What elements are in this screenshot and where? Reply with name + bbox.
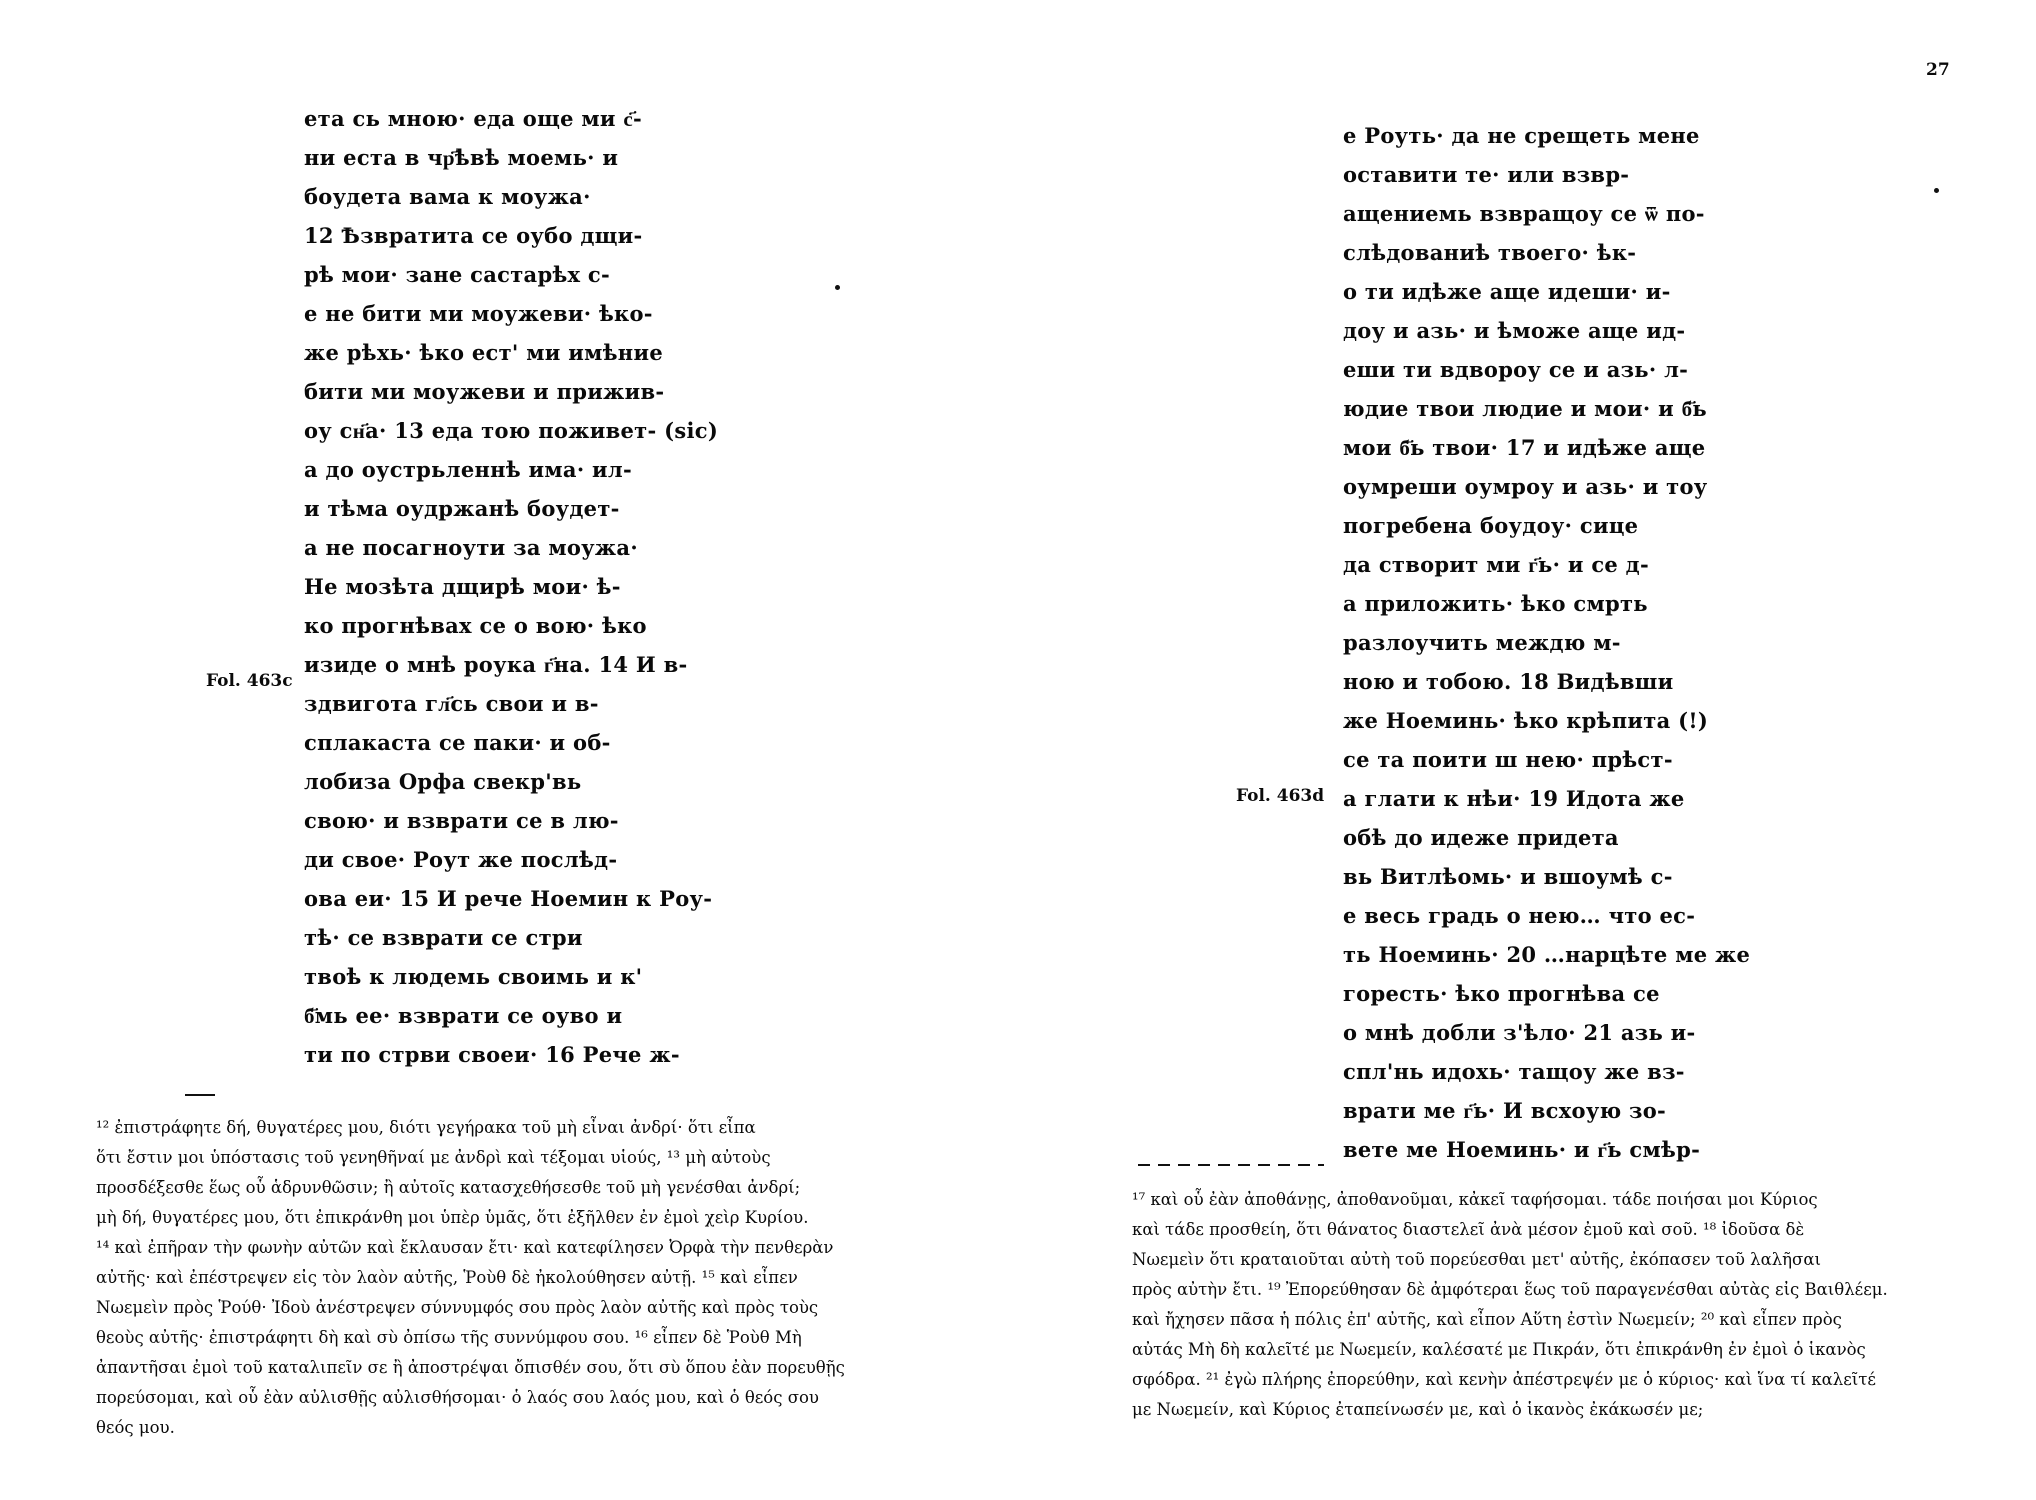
text-line: здвигота гл҃сь свои и в- (304, 691, 599, 716)
footnote-line: Νωεμεὶν ὅτι κραταιοῦται αὐτὴ τοῦ πορεύεσθαι μετ' αὐτῆς, ἐκόπασεν τοῦ λαλῆσαι (1132, 1250, 1821, 1269)
ink-speck (835, 285, 840, 290)
footnote-line: αὐτῆς· καὶ ἐπέστρεψεν εἰς τὸν λαὸν αὐτῆς, Ῥοὺθ δὲ ἠκολούθησεν αὐτῇ. ¹⁵ καὶ εἶπεν (96, 1268, 798, 1287)
text-line: о ти идѣже аще идеши· и- (1343, 279, 1671, 304)
footnote-separator-right (1138, 1164, 1324, 1166)
footnote-line: αὐτάς Μὴ δὴ καλεῖτέ με Νωεμείν, καλέσατέ με Πικράν, ὅτι ἐπικράνθη ἐν ἐμοὶ ὁ ἱκανὸς (1132, 1340, 1866, 1359)
text-line: разлоучить междю м- (1343, 630, 1621, 655)
greek-footnote-left (96, 1113, 845, 1443)
footnote-line: με Νωεμείν, καὶ Κύριος ἐταπείνωσέν με, καὶ ὁ ἱκανὸς ἐκάκωσέν με; (1132, 1400, 1704, 1419)
text-line: а приложить· ѣко смрть (1343, 591, 1648, 616)
text-line: оу сн҃а· 13 еда тою поживет- (sic) (304, 418, 719, 443)
text-line: сплакаста се паки· и об- (304, 730, 611, 755)
slavonic-text-column-left (304, 99, 718, 1074)
text-line: свою· и взврати се в лю- (304, 808, 619, 833)
text-line: и тѣма оудржанѣ боудет- (304, 496, 620, 521)
greek-footnote-right (1132, 1185, 1888, 1425)
text-line: же Ноеминь· ѣко крѣпита (!) (1343, 708, 1709, 733)
page-number: 27 (1926, 60, 1950, 80)
footnote-line: ὅτι ἔστιν μοι ὑπόστασις τοῦ γενηθῆναί με ἀνδρὶ καὶ τέξομαι υἱούς, ¹³ μὴ αὐτοὺς (96, 1148, 771, 1167)
text-line: ащениемь взвращоу се ѿ по- (1343, 201, 1705, 226)
text-line: да створит ми г҃ь· и се д- (1343, 552, 1649, 577)
text-line: горесть· ѣко прогнѣва се (1343, 981, 1660, 1006)
footnote-line: Νωεμεὶν πρὸς Ῥούθ· Ἰδοὺ ἀνέστρεψεν σύννυμφός σου πρὸς λαὸν αὐτῆς καὶ πρὸς τοὺς (96, 1298, 819, 1317)
footnote-line: ¹⁴ καὶ ἐπῆραν τὴν φωνὴν αὐτῶν καὶ ἔκλαυσαν ἔτι· καὶ κατεφίλησεν Ὀρφὰ τὴν πενθερὰν (96, 1238, 834, 1257)
text-line: слѣдованиѣ твоего· ѣк- (1343, 240, 1637, 265)
text-line: ова еи· 15 И рече Ноемин к Роу- (304, 886, 713, 911)
text-line: изиде о мнѣ роука г҃на. 14 И в- (304, 652, 688, 677)
footnote-separator-left (185, 1094, 215, 1096)
text-line: ди свое· Роут же послѣд- (304, 847, 618, 872)
text-line: ти по стрви своеи· 16 Рече ж- (304, 1042, 680, 1067)
text-line: боудета вама к моужа· (304, 184, 591, 209)
text-line: ко прогнѣвах се о вою· ѣко (304, 613, 647, 638)
text-line: оставити те· или взвр- (1343, 162, 1630, 187)
footnote-line: σφόδρα. ²¹ ἐγὼ πλήρης ἐπορεύθην, καὶ κενὴν ἀπέστρεψέν με ὁ κύριος· καὶ ἵνα τί καλεῖτέ (1132, 1370, 1876, 1389)
text-line: а не посагноути за моужа· (304, 535, 638, 560)
footnote-line: καὶ τάδε προσθείη, ὅτι θάνατος διαστελεῖ ἀνὰ μέσον ἐμοῦ καὶ σοῦ. ¹⁸ ἰδοῦσα δὲ (1132, 1220, 1805, 1239)
text-line: 12 Ѣзвратита се оубо дщи- (304, 223, 643, 248)
text-line: Не мозѣта дщирѣ мои· ѣ- (304, 574, 621, 599)
text-line: ета сь мною· еда още ми с҃- (304, 106, 643, 131)
text-line: б҃мь ее· взврати се оуво и (304, 1003, 623, 1028)
text-line: а глати к нѣи· 19 Идота же (1343, 786, 1685, 811)
footnote-line: προσδέξεσθε ἕως οὗ ἁδρυνθῶσιν; ἢ αὐτοῖς κατασχεθήσεσθε τοῦ μὴ γενέσθαι ἀνδρί; (96, 1178, 801, 1197)
text-line: о мнѣ добли з'ѣло· 21 азь и- (1343, 1020, 1696, 1045)
text-line: бити ми моужеви и прижив- (304, 379, 665, 404)
ink-speck (1934, 188, 1939, 193)
footnote-line: ¹² ἐπιστράφητε δή, θυγατέρες μου, διότι γεγήρακα τοῦ μὴ εἶναι ἀνδρί· ὅτι εἶπα (96, 1118, 756, 1137)
text-line: е весь градь о нею… что ес- (1343, 903, 1696, 928)
footnote-line: θεός μου. (96, 1418, 175, 1437)
text-line: ни еста в чр҃ѣвѣ моемь· и (304, 145, 619, 170)
text-line: погребена боудоу· сице (1343, 513, 1639, 538)
text-line: вете ме Ноеминь· и г҃ь смѣр- (1343, 1137, 1701, 1162)
text-line: се та поити ш нею· прѣст- (1343, 747, 1673, 772)
slavonic-text-column-right (1343, 116, 1750, 1169)
text-line: ть Ноеминь· 20 …нарцѣте ме же (1343, 942, 1751, 967)
text-line: еши ти вдвороу се и азь· л- (1343, 357, 1689, 382)
footnote-line: ¹⁷ καὶ οὗ ἐὰν ἀποθάνῃς, ἀποθανοῦμαι, κἀκεῖ ταφήσομαι. τάδε ποιήσαι μοι Κύριος (1132, 1190, 1818, 1209)
text-line: вь Витлѣомь· и вшоумѣ с- (1343, 864, 1673, 889)
footnote-line: πρὸς αὐτὴν ἔτι. ¹⁹ Ἐπορεύθησαν δὲ ἀμφότεραι ἕως τοῦ παραγενέσθαι αὐτὰς εἰς Βαιθλέεμ. (1132, 1280, 1888, 1299)
text-line: мои б҃ь твои· 17 и идѣже аще (1343, 435, 1706, 460)
text-line: ною и тобою. 18 Видѣвши (1343, 669, 1674, 694)
footnote-line: ἀπαντῆσαι ἐμοὶ τοῦ καταλιπεῖν σε ἢ ἀποστρέψαι ὄπισθέν σου, ὅτι σὺ ὅπου ἐὰν πορευθῇς (96, 1358, 845, 1377)
text-line: обѣ до идеже придета (1343, 825, 1619, 850)
text-line: а до оустрьленнѣ има· ил- (304, 457, 633, 482)
text-line: тѣ· се взврати се стри (304, 925, 583, 950)
text-line: спл'нь идохь· тащоу же вз- (1343, 1059, 1685, 1084)
footnote-line: μὴ δή, θυγατέρες μου, ὅτι ἐπικράνθη μοι ὑπὲρ ὑμᾶς, ὅτι ἐξῆλθεν ἐν ἐμοὶ χεὶρ Κυρίου. (96, 1208, 809, 1227)
footnote-line: πορεύσομαι, καὶ οὗ ἐὰν αὐλισθῇς αὐλισθήσομαι· ὁ λαός σου λαός μου, καὶ ὁ θεός σου (96, 1388, 819, 1407)
text-line: е не бити ми моужеви· ѣко- (304, 301, 653, 326)
text-line: твоѣ к людемь своимь и к' (304, 964, 643, 989)
text-line: юдие твои людие и мои· и б҃ь (1343, 396, 1707, 421)
text-line: лобиза Орфа свекр'вь (304, 769, 582, 794)
right-page (1018, 0, 2036, 1500)
text-line: врати ме г҃ь· И всхоую зо- (1343, 1098, 1667, 1123)
folio-label-right: Fol. 463d (1236, 786, 1325, 806)
folio-label-left: Fol. 463c (206, 671, 293, 691)
text-line: же рѣхь· ѣко ест' ми имѣние (304, 340, 663, 365)
footnote-line: θεοὺς αὐτῆς· ἐπιστράφητι δὴ καὶ σὺ ὀπίσω τῆς συννύμφου σου. ¹⁶ εἶπεν δὲ Ῥοὺθ Μὴ (96, 1328, 802, 1347)
text-line: е Роуть· да не срещеть мене (1343, 123, 1700, 148)
text-line: оумреши оумроу и азь· и тоу (1343, 474, 1708, 499)
footnote-line: καὶ ἤχησεν πᾶσα ἡ πόλις ἐπ' αὐτῆς, καὶ εἶπον Αὕτη ἐστὶν Νωεμείν; ²⁰ καὶ εἶπεν πρὸς (1132, 1310, 1842, 1329)
text-line: доу и азь· и ѣможе аще ид- (1343, 318, 1686, 343)
text-line: рѣ мои· зане састарѣх с- (304, 262, 611, 287)
